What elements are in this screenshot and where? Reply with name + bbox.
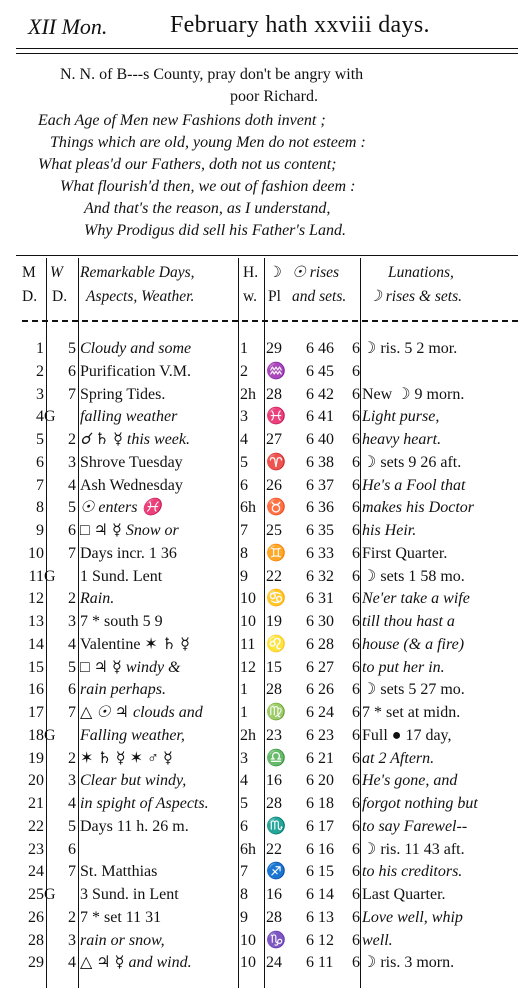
remarkable-days: Days 11 h. 26 m. — [80, 817, 189, 835]
month-title: February hath xxviii days. — [170, 12, 430, 38]
sun-rises: 6 40 — [306, 431, 334, 448]
lunations: He's gone, and — [362, 772, 458, 790]
day-of-month: 20 — [28, 772, 44, 790]
moon-place: 22 — [266, 840, 282, 858]
remarkable-days: 3 Sund. in Lent — [80, 886, 179, 903]
lunations: First Quarter. — [362, 544, 448, 562]
high-water: 9 — [240, 567, 248, 585]
moon-place: ♊ — [266, 544, 286, 562]
high-water: 12 — [240, 658, 256, 676]
sun-sets: 6 — [352, 590, 360, 608]
high-water: 10 — [240, 590, 256, 608]
remarkable-days: Spring Tides. — [80, 385, 166, 403]
high-water: 1 — [240, 340, 248, 357]
remarkable-days: falling weather — [80, 408, 178, 426]
sun-rises: 6 16 — [306, 840, 334, 858]
day-of-month: 29 — [28, 954, 44, 972]
remarkable-days: 7 * south 5 9 — [80, 613, 163, 630]
remarkable-days: Valentine ✶ ♄ ☿ — [80, 635, 190, 653]
lunations: at 2 Aftern. — [362, 749, 435, 767]
verse-block — [20, 64, 520, 254]
day-of-week: G — [44, 726, 56, 744]
high-water: 1 — [240, 681, 248, 699]
moon-place: 29 — [266, 340, 282, 357]
moon-place: ♍ — [266, 704, 286, 721]
day-of-week: 3 — [68, 931, 76, 949]
calendar-row — [0, 611, 526, 633]
high-water: 4 — [240, 431, 248, 448]
sun-rises: 6 38 — [306, 453, 334, 471]
lunations: ☽ ris. 11 43 aft. — [362, 840, 465, 858]
lunations: till thou hast a — [362, 613, 455, 630]
calendar-row — [0, 861, 526, 883]
day-of-week: 4 — [68, 795, 76, 812]
moon-place: 19 — [266, 613, 282, 630]
remarkable-days: Rain. — [80, 590, 115, 608]
lunations: ☽ sets 9 26 aft. — [362, 453, 462, 471]
moon-place: ♋ — [266, 590, 286, 608]
calendar-row — [0, 930, 526, 952]
lunations: Full ● 17 day, — [362, 726, 452, 744]
remarks-header-bottom: Aspects, Weather. — [86, 288, 195, 305]
moon-place: 25 — [266, 522, 282, 539]
sun-sets: 6 — [352, 681, 360, 699]
day-of-week: 2 — [68, 431, 76, 448]
sun-sets: 6 — [352, 658, 360, 676]
lunations: ☽ sets 1 58 mo. — [362, 567, 465, 585]
remarkable-days: rain or snow, — [80, 931, 165, 949]
day-of-month: 25 — [28, 886, 44, 903]
day-of-week: 2 — [68, 908, 76, 926]
sun-sets: 6 — [352, 817, 360, 835]
remarkable-days: Ash Wednesday — [80, 476, 183, 494]
high-water: 5 — [240, 795, 248, 812]
calendar-row — [0, 907, 526, 929]
day-of-week: 5 — [68, 658, 76, 676]
lunations: to say Farewel-- — [362, 817, 468, 835]
day-of-month: 24 — [28, 863, 44, 881]
remarkable-days: ☉ enters ♓ — [80, 499, 162, 517]
high-water: 2 — [240, 362, 248, 380]
calendar-row — [0, 839, 526, 861]
sun-rises: 6 17 — [306, 817, 334, 835]
calendar-row — [0, 475, 526, 497]
sun-rises: 6 26 — [306, 681, 334, 699]
day-of-week: 4 — [68, 476, 76, 494]
remarkable-days: 1 Sund. Lent — [80, 567, 163, 585]
remarkable-days: 7 * set 11 31 — [80, 908, 162, 926]
day-of-month: 3 — [36, 385, 44, 403]
day-of-week: 7 — [68, 544, 76, 562]
remarkable-days: in spight of Aspects. — [80, 795, 209, 812]
sun-rises: 6 37 — [306, 476, 334, 494]
calendar-row — [0, 543, 526, 565]
remarkable-days: Falling weather, — [80, 726, 185, 744]
lunations: Ne'er take a wife — [362, 590, 470, 608]
sun-sets: 6 — [352, 749, 360, 767]
moon-place: 28 — [266, 385, 282, 403]
high-water: 9 — [240, 908, 248, 926]
remarkable-days: Shrove Tuesday — [80, 453, 183, 471]
calendar-row — [0, 520, 526, 542]
moon-place: ♐ — [266, 863, 286, 881]
day-of-month: 19 — [28, 749, 44, 767]
sun-header-bottom: and sets. — [292, 288, 347, 305]
calendar-row — [0, 679, 526, 701]
sun-rises: 6 42 — [306, 385, 334, 403]
calendar-row — [0, 361, 526, 383]
calendar-row — [0, 793, 526, 815]
moon-place: 23 — [266, 726, 282, 744]
sun-sets: 6 — [352, 453, 360, 471]
sun-rises: 6 45 — [306, 362, 334, 380]
day-of-week: 6 — [68, 362, 76, 380]
sun-rises: 6 21 — [306, 749, 334, 767]
day-of-week: 3 — [68, 772, 76, 790]
md-header-top: M — [22, 264, 36, 281]
sun-rises: 6 28 — [306, 635, 334, 653]
day-of-month: 28 — [28, 931, 44, 949]
verse-line: poor Richard. — [230, 88, 318, 105]
sun-rises: 6 20 — [306, 772, 334, 790]
remarkable-days: □ ♃ ☿ Snow or — [80, 522, 179, 539]
lunations: house (& a fire) — [362, 635, 465, 653]
day-of-week: 6 — [68, 522, 76, 539]
day-of-month: 11 — [28, 567, 44, 585]
calendar-row — [0, 452, 526, 474]
sun-sets: 6 — [352, 476, 360, 494]
day-of-month: 5 — [36, 431, 44, 448]
high-water: 8 — [240, 886, 248, 903]
moon-place: 28 — [266, 908, 282, 926]
calendar-row — [0, 770, 526, 792]
day-of-month: 22 — [28, 817, 44, 835]
lunations: to put her in. — [362, 658, 445, 676]
moon-place: ♈ — [266, 453, 286, 471]
moon-place: ♏ — [266, 817, 286, 835]
sun-rises: 6 32 — [306, 567, 334, 585]
calendar-row — [0, 702, 526, 724]
moon-place: ♌ — [266, 635, 286, 653]
sun-rises: 6 27 — [306, 658, 334, 676]
day-of-week: G — [44, 886, 56, 903]
remarkable-days: Cloudy and some — [80, 340, 192, 357]
calendar-row — [0, 725, 526, 747]
high-water: 7 — [240, 863, 248, 881]
high-water: 5 — [240, 453, 248, 471]
sun-sets: 6 — [352, 362, 360, 380]
sun-rises: 6 36 — [306, 499, 334, 517]
day-of-week: 2 — [68, 749, 76, 767]
calendar-row — [0, 429, 526, 451]
day-of-week: 4 — [68, 954, 76, 972]
remarks-header-top: Remarkable Days, — [80, 264, 195, 281]
day-of-month: 17 — [28, 704, 44, 721]
sun-sets: 6 — [352, 954, 360, 972]
day-of-week: 3 — [68, 613, 76, 630]
lunations-header-top: Lunations, — [388, 264, 454, 281]
sun-rises: 6 12 — [306, 931, 334, 949]
moon-place: ♓ — [266, 408, 286, 426]
calendar-row — [0, 816, 526, 838]
calendar-row — [0, 588, 526, 610]
sun-rises: 6 15 — [306, 863, 334, 881]
calendar-row — [0, 748, 526, 770]
sun-rises: 6 41 — [306, 408, 334, 426]
remarkable-days: Purification V.M. — [80, 362, 191, 380]
sun-rises: 6 18 — [306, 795, 334, 812]
lunations: his Heir. — [362, 522, 417, 539]
lunations: ☽ ris. 3 morn. — [362, 954, 455, 972]
day-of-week: 5 — [68, 499, 76, 517]
day-of-month: 26 — [28, 908, 44, 926]
lunations: He's a Fool that — [362, 476, 466, 494]
remarkable-days: △ ♃ ☿ and wind. — [80, 954, 192, 972]
day-of-week: 4 — [68, 635, 76, 653]
high-water: 2h — [240, 726, 256, 744]
header-dashed-rule — [22, 320, 518, 322]
high-water: 6h — [240, 499, 256, 517]
lunations: Love well, whip — [362, 908, 463, 926]
sun-sets: 6 — [352, 704, 360, 721]
moon-place: 15 — [266, 658, 282, 676]
sun-sets: 6 — [352, 613, 360, 630]
day-of-month: 13 — [28, 613, 44, 630]
day-of-week: 5 — [68, 340, 76, 357]
sun-rises: 6 31 — [306, 590, 334, 608]
table-top-rule — [16, 255, 518, 256]
moon-place: 26 — [266, 476, 282, 494]
moon-place: 28 — [266, 681, 282, 699]
sun-rises: 6 46 — [306, 340, 334, 357]
sun-rises: 6 13 — [306, 908, 334, 926]
day-of-week: 6 — [68, 681, 76, 699]
remarkable-days: △ ☉ ♃ clouds and — [80, 704, 203, 721]
moon-place: 24 — [266, 954, 282, 972]
calendar-row — [0, 634, 526, 656]
high-water: 10 — [240, 954, 256, 972]
sun-rises: 6 35 — [306, 522, 334, 539]
high-water: 6h — [240, 840, 256, 858]
moon-place: ♑ — [266, 931, 286, 949]
sun-sets: 6 — [352, 863, 360, 881]
sun-header-top: ☉ rises — [292, 264, 340, 281]
wd-header-top: W — [50, 264, 63, 281]
high-water: 7 — [240, 522, 248, 539]
remarkable-days: ✶ ♄ ☿ ✶ ♂ ☿ — [80, 749, 173, 767]
wd-header-bottom: D. — [52, 288, 68, 305]
calendar-row — [0, 884, 526, 906]
remarkable-days: □ ♃ ☿ windy & — [80, 658, 181, 676]
sun-sets: 6 — [352, 522, 360, 539]
calendar-row — [0, 657, 526, 679]
calendar-row — [0, 406, 526, 428]
moon-place-header-bottom: Pl — [268, 288, 281, 305]
day-of-month: 14 — [28, 635, 44, 653]
sun-sets: 6 — [352, 840, 360, 858]
hw-header-top: H. — [243, 264, 259, 281]
high-water: 11 — [240, 635, 256, 653]
calendar-row — [0, 497, 526, 519]
day-of-month: 16 — [28, 681, 44, 699]
remarkable-days: Clear but windy, — [80, 772, 187, 790]
day-of-month: 9 — [36, 522, 44, 539]
verse-line: Each Age of Men new Fashions doth invent ; — [38, 112, 326, 129]
verse-line: Why Prodigus did sell his Father's Land. — [84, 222, 346, 239]
header-rule-bottom — [16, 53, 518, 54]
day-of-month: 10 — [28, 544, 44, 562]
lunations: to his creditors. — [362, 863, 463, 881]
sun-sets: 6 — [352, 931, 360, 949]
day-of-month: 18 — [28, 726, 44, 744]
sun-sets: 6 — [352, 635, 360, 653]
sun-sets: 6 — [352, 385, 360, 403]
verse-line: Things which are old, young Men do not esteem : — [50, 134, 366, 151]
high-water: 4 — [240, 772, 248, 790]
sun-rises: 6 24 — [306, 704, 334, 721]
month-label: XII Mon. — [28, 14, 108, 39]
day-of-week: 7 — [68, 385, 76, 403]
day-of-week: 7 — [68, 704, 76, 721]
day-of-week: G — [44, 567, 56, 585]
day-of-week: G — [44, 408, 56, 426]
day-of-month: 6 — [36, 453, 44, 471]
lunations: makes his Doctor — [362, 499, 474, 517]
lunations: 7 * set at midn. — [362, 704, 461, 721]
sun-sets: 6 — [352, 772, 360, 790]
day-of-month: 23 — [28, 840, 44, 858]
high-water: 2h — [240, 385, 256, 403]
remarkable-days: St. Matthias — [80, 863, 158, 881]
day-of-month: 2 — [36, 362, 44, 380]
high-water: 10 — [240, 931, 256, 949]
verse-line: What pleas'd our Fathers, doth not us content; — [38, 156, 337, 173]
sun-sets: 6 — [352, 886, 360, 903]
sun-rises: 6 14 — [306, 886, 334, 903]
sun-sets: 6 — [352, 408, 360, 426]
day-of-month: 4 — [36, 408, 44, 426]
moon-place-header-top: ☽ — [268, 264, 282, 281]
md-header-bottom: D. — [22, 288, 38, 305]
lunations: New ☽ 9 morn. — [362, 385, 465, 403]
lunations: ☽ ris. 5 2 mor. — [362, 340, 458, 357]
day-of-month: 21 — [28, 795, 44, 812]
day-of-week: 7 — [68, 863, 76, 881]
calendar-row — [0, 952, 526, 974]
day-of-month: 8 — [36, 499, 44, 517]
day-of-week: 6 — [68, 840, 76, 858]
lunations: Light purse, — [362, 408, 440, 426]
sun-sets: 6 — [352, 795, 360, 812]
lunations: heavy heart. — [362, 431, 442, 448]
sun-sets: 6 — [352, 431, 360, 448]
remarkable-days: rain perhaps. — [80, 681, 166, 699]
remarkable-days: Days incr. 1 36 — [80, 544, 177, 562]
moon-place: 22 — [266, 567, 282, 585]
high-water: 8 — [240, 544, 248, 562]
lunations: forgot nothing but — [362, 795, 478, 812]
sun-rises: 6 11 — [306, 954, 334, 972]
high-water: 3 — [240, 408, 248, 426]
header-rule-top — [16, 48, 518, 49]
high-water: 1 — [240, 704, 248, 721]
verse-line: And that's the reason, as I understand, — [84, 200, 331, 217]
sun-sets: 6 — [352, 726, 360, 744]
high-water: 6 — [240, 817, 248, 835]
high-water: 3 — [240, 749, 248, 767]
verse-line: N. N. of B---s County, pray don't be angry with — [60, 66, 364, 83]
day-of-month: 15 — [28, 658, 44, 676]
lunations: well. — [362, 931, 393, 949]
sun-sets: 6 — [352, 340, 360, 357]
moon-place: 27 — [266, 431, 282, 448]
moon-place: ♎ — [266, 749, 286, 767]
remarkable-days: ☌ ♄ ☿ this week. — [80, 431, 190, 448]
day-of-week: 2 — [68, 590, 76, 608]
sun-sets: 6 — [352, 908, 360, 926]
calendar-row — [0, 566, 526, 588]
day-of-week: 5 — [68, 817, 76, 835]
moon-place: ♉ — [266, 499, 286, 517]
calendar-row — [0, 384, 526, 406]
sun-sets: 6 — [352, 567, 360, 585]
calendar-row — [0, 338, 526, 360]
sun-sets: 6 — [352, 499, 360, 517]
moon-place: 28 — [266, 795, 282, 812]
moon-place: 16 — [266, 772, 282, 790]
day-of-month: 12 — [28, 590, 44, 608]
lunations: Last Quarter. — [362, 886, 446, 903]
day-of-month: 1 — [36, 340, 44, 357]
day-of-month: 7 — [36, 476, 44, 494]
sun-rises: 6 30 — [306, 613, 334, 630]
moon-place: 16 — [266, 886, 282, 903]
high-water: 10 — [240, 613, 256, 630]
day-of-week: 3 — [68, 453, 76, 471]
lunations: ☽ sets 5 27 mo. — [362, 681, 465, 699]
verse-line: What flourish'd then, we out of fashion deem : — [60, 178, 356, 195]
sun-rises: 6 23 — [306, 726, 334, 744]
high-water: 6 — [240, 476, 248, 494]
sun-rises: 6 33 — [306, 544, 334, 562]
hw-header-bottom: w. — [243, 288, 258, 305]
sun-sets: 6 — [352, 544, 360, 562]
moon-place: ♒ — [266, 362, 286, 380]
lunations-header-bottom: ☽ rises & sets. — [368, 288, 462, 305]
